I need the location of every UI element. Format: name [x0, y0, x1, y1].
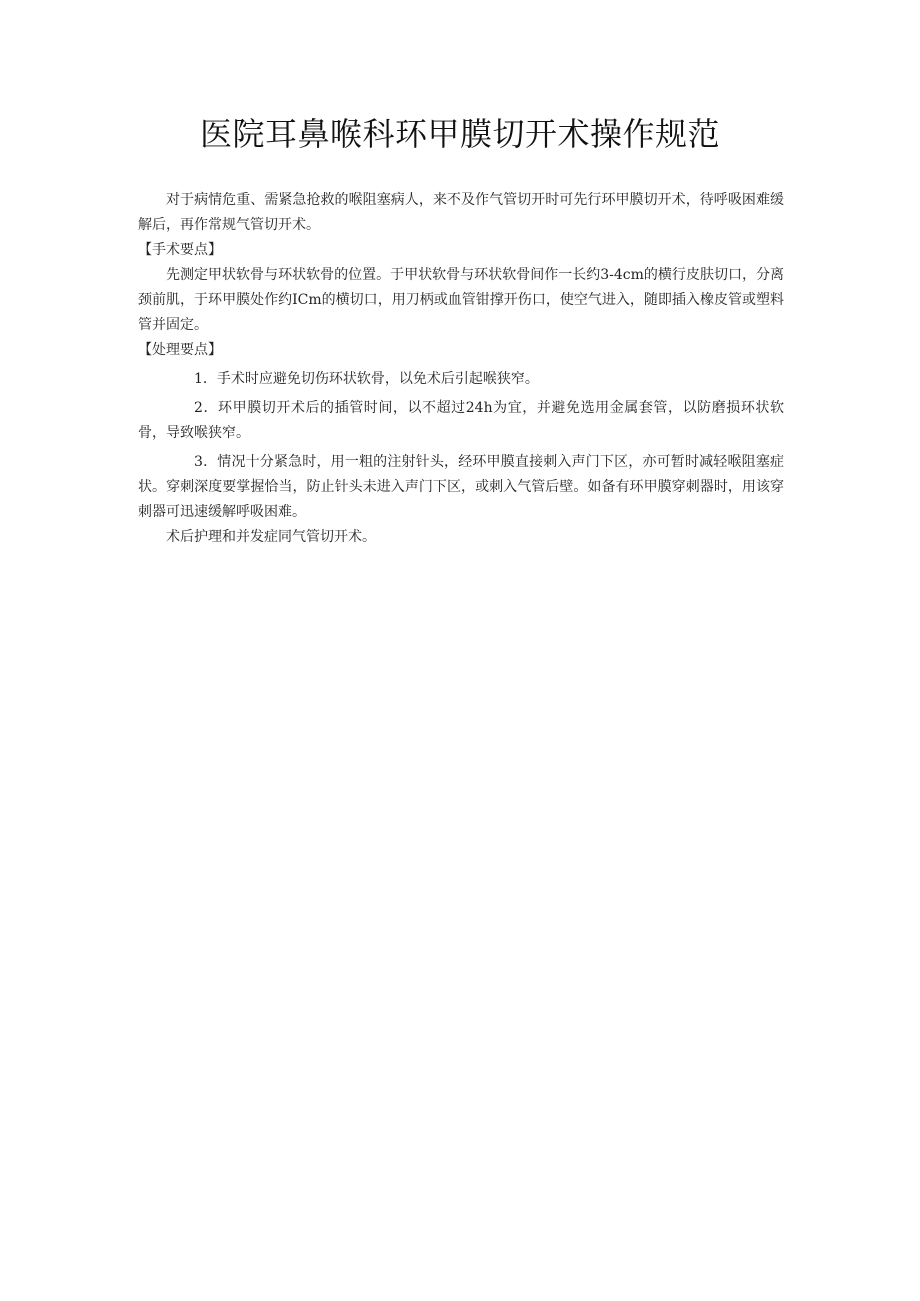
list-item-number: 3 [194, 454, 203, 470]
surgery-paragraph: 先测定甲状软骨与环状软骨的位置。于甲状软骨与环状软骨间作一长约3-4cm的横行皮肤切口，分离颈前肌，于环甲膜处作约ICm的横切口，用刀柄或血管钳撑开伤口，使空气进入，随即插入橡皮管或塑料管并固定。 [138, 267, 784, 333]
list-item-text: ．环甲膜切开术后的插管时间，以不超过24h为宜，并避免选用金属套管，以防磨损环状软骨，导致喉狭窄。 [138, 400, 784, 441]
document-title: 医院耳鼻喉科环甲膜切开术操作规范 [199, 115, 720, 153]
list-item-number: 2 [194, 400, 203, 416]
list-item-number: 1 [194, 371, 203, 387]
list-item [138, 450, 784, 525]
section-heading-handling: 【处理要点】 [138, 342, 222, 358]
section-heading-surgery: 【手术要点】 [138, 242, 222, 258]
closing-paragraph: 术后护理和并发症同气管切开术。 [166, 529, 376, 545]
document-body [138, 188, 784, 550]
list-item [138, 367, 784, 392]
intro-paragraph: 对于病情危重、需紧急抢救的喉阻塞病人，来不及作气管切开时可先行环甲膜切开术，待呼吸困难缓解后，再作常规气管切开术。 [138, 192, 784, 233]
list-item-text: ．手术时应避免切伤环状软骨，以免术后引起喉狭窄。 [202, 371, 539, 387]
list-item [138, 396, 784, 446]
list-item-text: ．情况十分紧急时，用一粗的注射针头，经环甲膜直接刺入声门下区，亦可暂时减轻喉阻塞症状。穿刺深度要掌握恰当，防止针头未进入声门下区，或刺入气管后壁。如备有环甲膜穿刺器时，用该穿刺器可迅速缓解呼吸困难。 [138, 454, 784, 520]
